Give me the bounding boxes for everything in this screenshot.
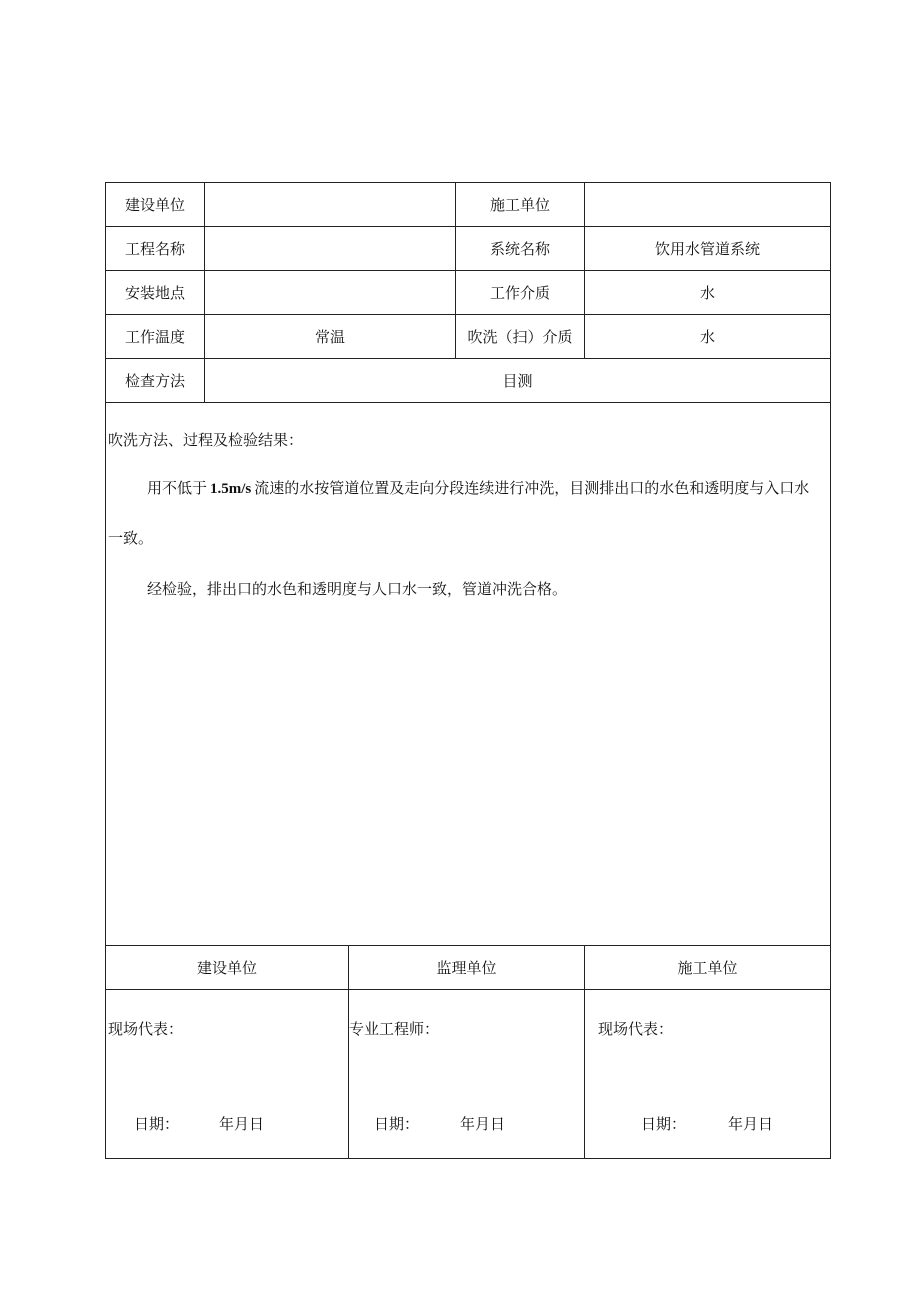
label-inspection-method: 检查方法 (124, 372, 185, 390)
label-system-name: 系统名称 (489, 240, 550, 258)
contractor-rep-label: 现场代表： (598, 1020, 674, 1038)
value-inspection-method[interactable]: 目测 (502, 372, 533, 390)
signature-unit-owner: 建设单位 (196, 959, 257, 977)
value-system-name[interactable]: 饮用水管道系统 (654, 240, 760, 258)
supervisor-date-fill[interactable]: 年月日 (460, 1115, 506, 1133)
supervisor-date-label: 日期： (374, 1115, 420, 1133)
label-flush-medium: 吹洗（扫）介质 (467, 328, 573, 346)
owner-rep-label: 现场代表： (108, 1020, 184, 1038)
flush-speed-value: 1.5m/s (210, 481, 252, 497)
owner-date-label: 日期： (134, 1115, 180, 1133)
results-paragraph-1-rest: 流速的水按管道位置及走向分段连续进行冲洗，目测排出口的水色和透明度与入口水 (254, 479, 810, 497)
value-flush-medium[interactable]: 水 (699, 328, 715, 346)
value-project-name[interactable] (205, 227, 455, 270)
label-contractor: 施工单位 (489, 196, 550, 214)
row-divider (106, 402, 830, 403)
label-working-temperature: 工作温度 (124, 328, 185, 346)
label-working-medium: 工作介质 (489, 284, 550, 302)
results-paragraph-1-prefix: 用不低于 (147, 479, 208, 497)
contractor-date-fill[interactable]: 年月日 (728, 1115, 774, 1133)
value-contractor[interactable] (585, 183, 830, 226)
supervisor-engineer-label: 专业工程师： (349, 1020, 440, 1038)
contractor-date-label: 日期： (641, 1115, 687, 1133)
results-paragraph-1 (147, 477, 809, 498)
value-construction-unit[interactable] (205, 183, 455, 226)
row-divider (106, 989, 830, 990)
signature-unit-contractor: 施工单位 (677, 959, 738, 977)
value-working-temperature[interactable]: 常温 (314, 328, 345, 346)
results-paragraph-1-wrap: 一致。 (108, 529, 154, 547)
value-install-location[interactable] (205, 271, 455, 314)
signature-unit-supervisor: 监理单位 (436, 959, 497, 977)
label-install-location: 安装地点 (124, 284, 185, 302)
owner-date-fill[interactable]: 年月日 (219, 1115, 265, 1133)
flush-inspection-form (105, 182, 831, 1159)
label-project-name: 工程名称 (124, 240, 185, 258)
results-paragraph-2: 经检验，排出口的水色和透明度与人口水一致，管道冲洗合格。 (147, 580, 568, 598)
value-working-medium[interactable]: 水 (699, 284, 715, 302)
label-construction-unit: 建设单位 (124, 196, 185, 214)
results-title: 吹洗方法、过程及检验结果： (108, 431, 304, 449)
